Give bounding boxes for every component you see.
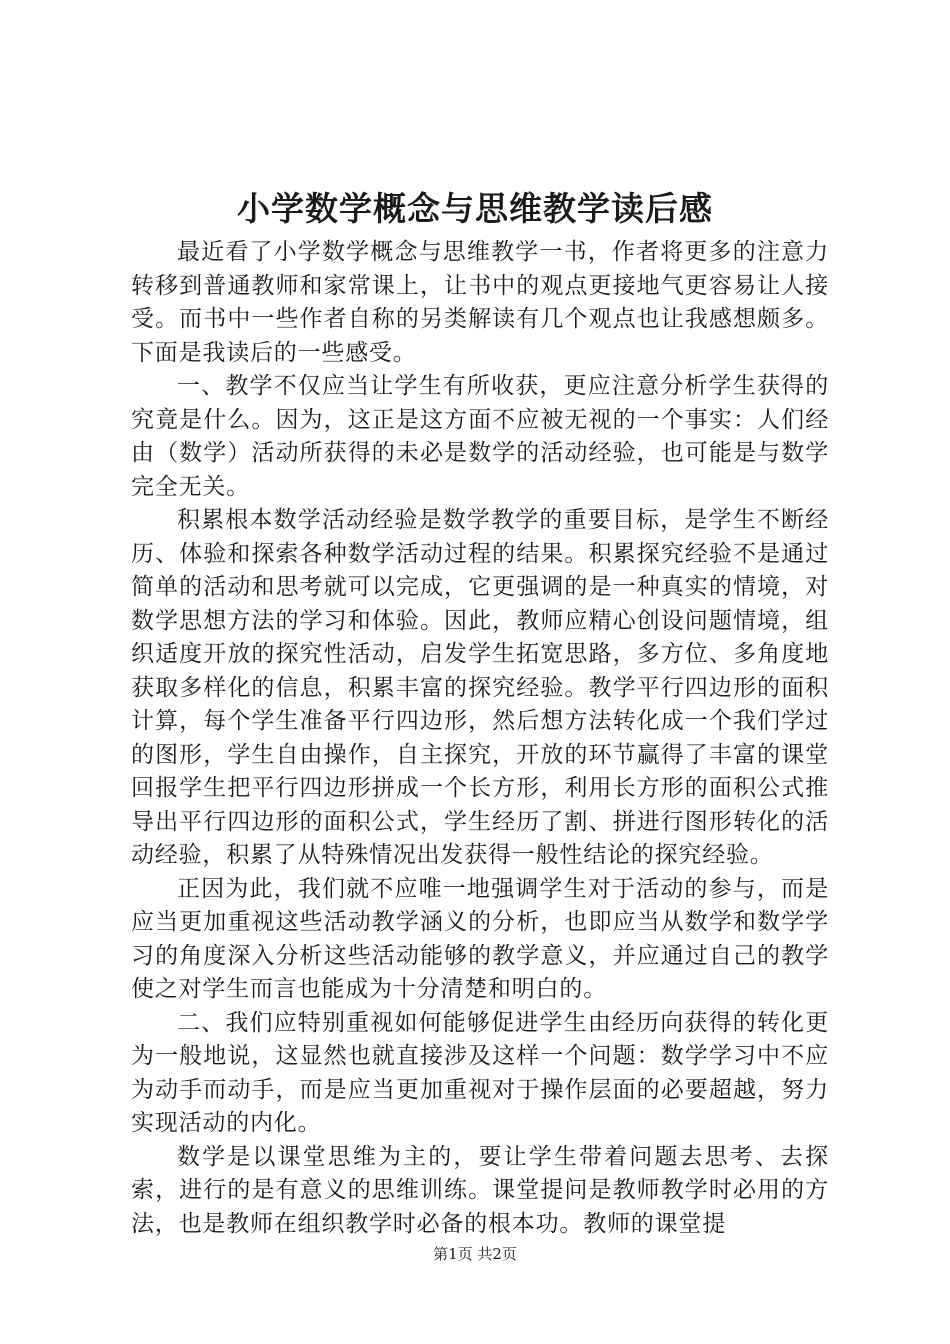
paragraph: 正因为此，我们就不应唯一地强调学生对于活动的参与，而是应当更加重视这些活动教学涵义的分析，也即应当从数学和数学学习的角度深入分析这些活动能够的教学意义，并应通过自己的教学使之对学生而言也能成为十分清楚和明白的。 [131,875,829,1002]
paragraph: 一、教学不仅应当让学生有所收获，更应注意分析学生获得的究竟是什么。因为，这正是这方面不应被无视的一个事实：人们经由（数学）活动所获得的未必是数学的活动经验，也可能是与数学完全无关。 [131,373,829,500]
paragraph: 二、我们应特别重视如何能够促进学生由经历向获得的转化更为一般地说，这显然也就直接涉及这样一个问题：数学学习中不应为动手而动手，而是应当更加重视对于操作层面的必要超越，努力实现活动的内化。 [131,1009,829,1136]
page-number-footer: 第1页 共2页 [433,1245,517,1263]
document-body [131,236,829,1241]
paragraph: 最近看了小学数学概念与思维教学一书，作者将更多的注意力转移到普通教师和家常课上，让书中的观点更接地气更容易让人接受。而书中一些作者自称的另类解读有几个观点也让我感想颇多。下面是我读后的一些感受。 [131,239,829,366]
document-title: 小学数学概念与思维教学读后感 [237,189,713,228]
paragraph: 积累根本数学活动经验是数学教学的重要目标，是学生不断经历、体验和探索各种数学活动过程的结果。积累探究经验不是通过简单的活动和思考就可以完成，它更强调的是一种真实的情境，对数学思想方法的学习和体验。因此，教师应精心创设问题情境，组织适度开放的探究性活动，启发学生拓宽思路，多方位、多角度地获取多样化的信息，积累丰富的探究经验。教学平行四边形的面积计算，每个学生准备平行四边形，然后想方法转化成一个我们学过的图形，学生自由操作，自主探究，开放的环节赢得了丰富的课堂回报学生把平行四边形拼成一个长方形，利用长方形的面积公式推导出平行四边形的面积公式，学生经历了割、拼进行图形转化的活动经验，积累了从特殊情况出发获得一般性结论的探究经验。 [131,507,829,868]
paragraph: 数学是以课堂思维为主的，要让学生带着问题去思考、去探索，进行的是有意义的思维训练。课堂提问是教师教学时必用的方法，也是教师在组织教学时必备的根本功。教师的课堂提 [131,1143,829,1237]
